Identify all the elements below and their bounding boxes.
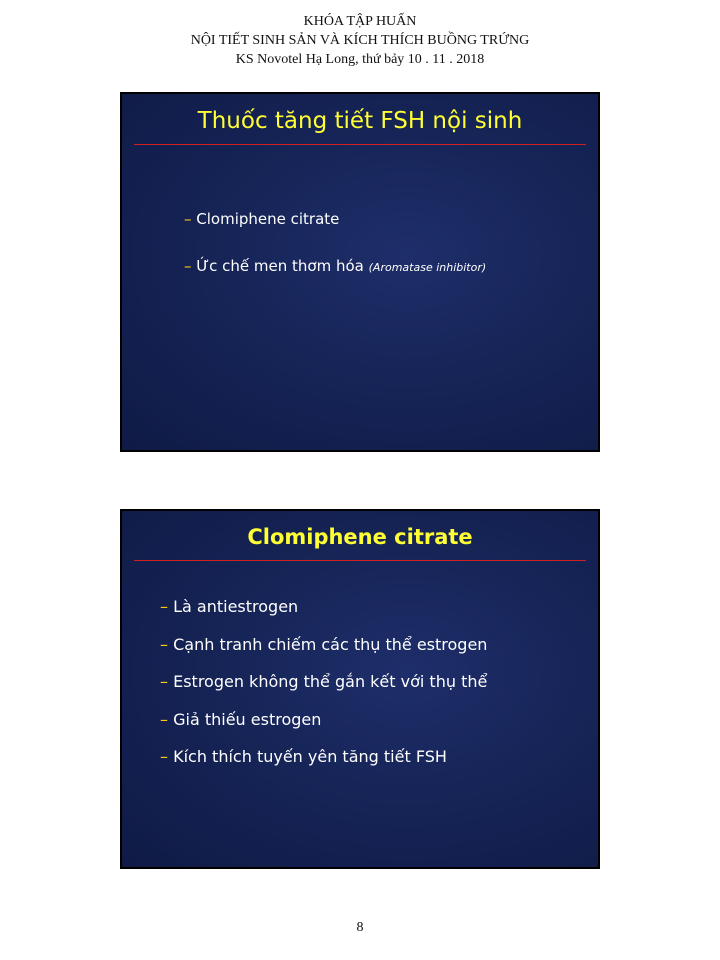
bullet-note: (Aromatase inhibitor) [368,261,487,274]
page-number: 8 [356,920,364,935]
slide-1 [120,92,600,452]
bullet-text: Cạnh tranh chiếm các thụ thể estrogen [173,634,488,654]
slide-2-title-rule [134,560,586,561]
bullet-text: Estrogen không thể gắn kết với thụ thể [173,672,488,691]
bullet-dash: – [184,210,192,228]
slide-2-bullet-item [160,672,487,710]
bullet-text: Clomiphene citrate [196,210,340,228]
bullet-text: Là antiestrogen [173,597,299,616]
bullet-text: Giả thiếu estrogen [173,709,322,729]
header-line-venue-date: KS Novotel Hạ Long, thứ bảy 10 . 11 . 2018 [235,52,485,67]
slide-2-bullet-item [160,635,487,673]
slide-2-bullet-item [160,597,487,635]
slide-1-title: Thuốc tăng tiết FSH nội sinh [197,108,523,134]
slide-1-title-rule [134,144,586,145]
bullet-dash: – [160,634,168,654]
slide-1-bullet-item [184,210,486,257]
slide-2 [120,509,600,869]
document-header [0,12,720,69]
bullet-dash: – [160,709,168,729]
slide-2-bullet-item [160,747,487,785]
bullet-dash: – [184,257,192,275]
bullet-dash: – [160,597,168,616]
bullet-text: Kích thích tuyến yên tăng tiết FSH [173,747,447,766]
bullet-dash: – [160,747,168,766]
bullet-text: Ức chế men thơm hóa [196,257,364,275]
slide-1-bullet-item [184,257,486,304]
slide-2-bullet-item [160,710,487,748]
slide-1-bullet-list [184,210,486,304]
header-line-course: KHÓA TẬP HUẤN [303,14,417,29]
header-line-topic: NỘI TIẾT SINH SẢN VÀ KÍCH THÍCH BUỒNG TRỨNG [190,33,530,48]
bullet-dash: – [160,672,168,691]
slide-2-bullet-list [160,597,487,785]
slide-2-title: Clomiphene citrate [247,525,473,549]
